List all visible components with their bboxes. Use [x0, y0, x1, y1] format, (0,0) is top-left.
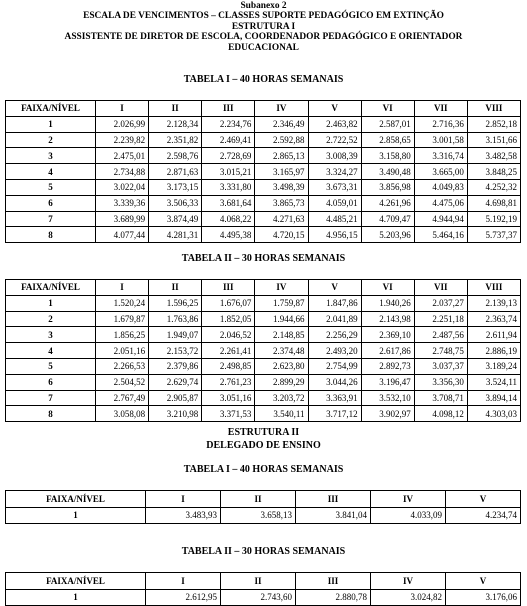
faixa-cell: 1 — [6, 507, 146, 524]
nivel-header: III — [202, 101, 255, 117]
faixa-cell: 6 — [6, 374, 96, 390]
salary-cell: 2.722,52 — [308, 132, 361, 148]
table-row — [6, 195, 521, 211]
table-row — [6, 311, 521, 327]
nivel-header: II — [149, 101, 202, 117]
salary-cell: 3.483,93 — [146, 507, 221, 524]
salary-cell: 3.008,39 — [308, 148, 361, 164]
salary-cell: 5.192,19 — [467, 211, 520, 227]
nivel-header: II — [149, 280, 202, 296]
salary-cell: 3.841,04 — [296, 507, 371, 524]
salary-cell: 2.871,63 — [149, 164, 202, 180]
salary-cell: 3.708,71 — [414, 390, 467, 406]
e1-table2 — [5, 279, 521, 422]
e2-table2 — [5, 572, 521, 606]
table-header-row — [6, 280, 521, 296]
table-row — [6, 227, 521, 243]
faixa-cell: 8 — [6, 406, 96, 422]
salary-cell: 1.596,25 — [149, 295, 202, 311]
e2-subtitle: DELEGADO DE ENSINO — [206, 440, 321, 451]
nivel-header: V — [446, 491, 521, 508]
table-row — [6, 406, 521, 422]
salary-cell: 2.498,85 — [202, 358, 255, 374]
faixa-cell: 2 — [6, 311, 96, 327]
salary-cell: 1.520,24 — [96, 295, 149, 311]
nivel-header: II — [221, 491, 296, 508]
salary-cell: 2.611,94 — [467, 327, 520, 343]
nivel-header: V — [308, 280, 361, 296]
nivel-header: VI — [361, 101, 414, 117]
nivel-header: III — [296, 491, 371, 508]
salary-cell: 2.754,99 — [308, 358, 361, 374]
salary-cell: 3.022,04 — [96, 179, 149, 195]
salary-cell: 5.464,16 — [414, 227, 467, 243]
salary-cell: 4.495,38 — [202, 227, 255, 243]
salary-cell: 3.482,58 — [467, 148, 520, 164]
faixa-cell: 6 — [6, 195, 96, 211]
faixa-cell: 5 — [6, 179, 96, 195]
salary-cell: 4.475,06 — [414, 195, 467, 211]
salary-cell: 3.058,08 — [96, 406, 149, 422]
nivel-header: VI — [361, 280, 414, 296]
salary-cell: 3.874,49 — [149, 211, 202, 227]
salary-cell: 4.271,63 — [255, 211, 308, 227]
salary-cell: 1.852,05 — [202, 311, 255, 327]
nivel-header: II — [221, 573, 296, 590]
salary-cell: 2.046,52 — [202, 327, 255, 343]
salary-cell: 2.629,74 — [149, 374, 202, 390]
salary-cell: 3.717,12 — [308, 406, 361, 422]
table-row — [6, 507, 521, 524]
salary-cell: 2.351,82 — [149, 132, 202, 148]
salary-cell: 2.623,80 — [255, 358, 308, 374]
nivel-header: III — [202, 280, 255, 296]
salary-cell: 4.709,47 — [361, 211, 414, 227]
salary-cell: 3.158,80 — [361, 148, 414, 164]
table-row — [6, 374, 521, 390]
salary-cell: 2.598,76 — [149, 148, 202, 164]
salary-cell: 3.196,47 — [361, 374, 414, 390]
salary-cell: 3.015,21 — [202, 164, 255, 180]
salary-cell: 3.902,97 — [361, 406, 414, 422]
salary-cell: 2.767,49 — [96, 390, 149, 406]
classes-line-cont: EDUCACIONAL — [228, 42, 299, 53]
nivel-header: I — [146, 573, 221, 590]
salary-cell: 2.504,52 — [96, 374, 149, 390]
salary-cell: 5.203,96 — [361, 227, 414, 243]
salary-cell: 2.716,36 — [414, 116, 467, 132]
salary-cell: 5.737,37 — [467, 227, 520, 243]
salary-cell: 3.498,39 — [255, 179, 308, 195]
salary-cell: 1.944,66 — [255, 311, 308, 327]
nivel-header: III — [296, 573, 371, 590]
salary-cell: 3.665,00 — [414, 164, 467, 180]
salary-cell: 3.331,80 — [202, 179, 255, 195]
nivel-header: IV — [371, 491, 446, 508]
table-header-row — [6, 573, 521, 590]
salary-cell: 1.940,26 — [361, 295, 414, 311]
salary-cell: 2.041,89 — [308, 311, 361, 327]
faixa-cell: 1 — [6, 295, 96, 311]
salary-cell: 2.026,99 — [96, 116, 149, 132]
table-row — [6, 327, 521, 343]
subanexo-label: Subanexo 2 — [240, 1, 287, 11]
salary-cell: 3.506,33 — [149, 195, 202, 211]
salary-cell: 3.540,11 — [255, 406, 308, 422]
salary-cell: 3.037,37 — [414, 358, 467, 374]
salary-cell: 3.524,11 — [467, 374, 520, 390]
salary-cell: 4.049,83 — [414, 179, 467, 195]
salary-cell: 3.356,30 — [414, 374, 467, 390]
faixa-nivel-header: FAIXA/NÍVEL — [6, 101, 96, 117]
salary-cell: 2.379,86 — [149, 358, 202, 374]
faixa-cell: 2 — [6, 132, 96, 148]
salary-cell: 2.487,56 — [414, 327, 467, 343]
e2-table1 — [5, 490, 521, 524]
e1-table1 — [5, 100, 521, 243]
salary-cell: 2.266,53 — [96, 358, 149, 374]
faixa-cell: 7 — [6, 211, 96, 227]
salary-cell: 4.944,94 — [414, 211, 467, 227]
document-header — [0, 1, 527, 53]
e2-table2-title: TABELA II – 30 HORAS SEMANAIS — [181, 546, 346, 557]
faixa-cell: 3 — [6, 148, 96, 164]
salary-cell: 4.059,01 — [308, 195, 361, 211]
salary-cell: 3.848,25 — [467, 164, 520, 180]
salary-cell: 2.592,88 — [255, 132, 308, 148]
salary-cell: 2.748,75 — [414, 343, 467, 359]
salary-cell: 2.734,88 — [96, 164, 149, 180]
salary-cell: 2.892,73 — [361, 358, 414, 374]
nivel-header: I — [96, 280, 149, 296]
salary-cell: 4.698,81 — [467, 195, 520, 211]
faixa-cell: 4 — [6, 164, 96, 180]
salary-cell: 3.024,82 — [371, 589, 446, 606]
nivel-header: VII — [414, 101, 467, 117]
salary-cell: 3.681,64 — [202, 195, 255, 211]
table-row — [6, 211, 521, 227]
salary-cell: 3.189,24 — [467, 358, 520, 374]
structure-title: ESTRUTURA I — [231, 21, 296, 32]
salary-cell: 2.128,34 — [149, 116, 202, 132]
salary-cell: 1.676,07 — [202, 295, 255, 311]
salary-cell: 3.490,48 — [361, 164, 414, 180]
salary-cell: 2.858,65 — [361, 132, 414, 148]
nivel-header: VIII — [467, 280, 520, 296]
salary-cell: 3.316,74 — [414, 148, 467, 164]
e2-table1-title: TABELA I – 40 HORAS SEMANAIS — [183, 464, 344, 475]
salary-cell: 4.252,32 — [467, 179, 520, 195]
salary-cell: 2.239,82 — [96, 132, 149, 148]
faixa-cell: 3 — [6, 327, 96, 343]
salary-cell: 2.139,13 — [467, 295, 520, 311]
nivel-header: IV — [255, 101, 308, 117]
salary-cell: 4.261,96 — [361, 195, 414, 211]
salary-cell: 4.068,22 — [202, 211, 255, 227]
salary-cell: 3.173,15 — [149, 179, 202, 195]
table-row — [6, 116, 521, 132]
faixa-cell: 8 — [6, 227, 96, 243]
salary-cell: 1.759,87 — [255, 295, 308, 311]
salary-cell: 3.658,13 — [221, 507, 296, 524]
salary-cell: 1.856,25 — [96, 327, 149, 343]
table-header-row — [6, 101, 521, 117]
salary-cell: 3.673,31 — [308, 179, 361, 195]
document-title: ESCALA DE VENCIMENTOS – CLASSES SUPORTE PEDAGÓGICO EM EXTINÇÃO — [83, 11, 444, 22]
salary-cell: 3.856,98 — [361, 179, 414, 195]
salary-cell: 2.743,60 — [221, 589, 296, 606]
faixa-nivel-header: FAIXA/NÍVEL — [6, 573, 146, 590]
salary-cell: 4.485,21 — [308, 211, 361, 227]
table-row — [6, 179, 521, 195]
salary-cell: 4.720,15 — [255, 227, 308, 243]
salary-cell: 2.469,41 — [202, 132, 255, 148]
salary-cell: 4.303,03 — [467, 406, 520, 422]
salary-cell: 3.210,98 — [149, 406, 202, 422]
salary-cell: 2.143,98 — [361, 311, 414, 327]
salary-cell: 3.051,16 — [202, 390, 255, 406]
salary-cell: 1.679,87 — [96, 311, 149, 327]
e1-table1-title: TABELA I – 40 HORAS SEMANAIS — [183, 74, 344, 85]
salary-cell: 3.151,66 — [467, 132, 520, 148]
salary-cell: 2.761,23 — [202, 374, 255, 390]
salary-cell: 2.374,48 — [255, 343, 308, 359]
salary-cell: 3.324,27 — [308, 164, 361, 180]
salary-cell: 4.234,74 — [446, 507, 521, 524]
e1-table2-title: TABELA II – 30 HORAS SEMANAIS — [181, 253, 346, 264]
salary-cell: 3.339,36 — [96, 195, 149, 211]
salary-cell: 2.148,85 — [255, 327, 308, 343]
table-row — [6, 295, 521, 311]
table-row — [6, 164, 521, 180]
salary-cell: 2.251,18 — [414, 311, 467, 327]
faixa-cell: 1 — [6, 589, 146, 606]
salary-cell: 2.261,41 — [202, 343, 255, 359]
salary-cell: 3.001,58 — [414, 132, 467, 148]
salary-cell: 2.153,72 — [149, 343, 202, 359]
salary-cell: 3.176,06 — [446, 589, 521, 606]
nivel-header: I — [96, 101, 149, 117]
salary-cell: 2.587,01 — [361, 116, 414, 132]
salary-cell: 2.475,01 — [96, 148, 149, 164]
salary-cell: 2.256,29 — [308, 327, 361, 343]
classes-line: ASSISTENTE DE DIRETOR DE ESCOLA, COORDENADOR PEDAGÓGICO E ORIENTADOR — [64, 32, 463, 43]
nivel-header: VIII — [467, 101, 520, 117]
salary-cell: 3.165,97 — [255, 164, 308, 180]
table-header-row — [6, 491, 521, 508]
salary-cell: 4.956,15 — [308, 227, 361, 243]
salary-cell: 2.852,18 — [467, 116, 520, 132]
table-row — [6, 358, 521, 374]
salary-cell: 2.905,87 — [149, 390, 202, 406]
salary-cell: 4.281,31 — [149, 227, 202, 243]
salary-cell: 2.051,16 — [96, 343, 149, 359]
salary-cell: 2.728,69 — [202, 148, 255, 164]
salary-cell: 2.037,27 — [414, 295, 467, 311]
nivel-header: I — [146, 491, 221, 508]
salary-cell: 3.363,91 — [308, 390, 361, 406]
salary-cell: 3.203,72 — [255, 390, 308, 406]
salary-cell: 2.493,20 — [308, 343, 361, 359]
faixa-cell: 5 — [6, 358, 96, 374]
salary-cell: 2.880,78 — [296, 589, 371, 606]
faixa-cell: 4 — [6, 343, 96, 359]
salary-cell: 4.098,12 — [414, 406, 467, 422]
salary-cell: 2.612,95 — [146, 589, 221, 606]
salary-cell: 2.346,49 — [255, 116, 308, 132]
salary-cell: 4.033,09 — [371, 507, 446, 524]
nivel-header: IV — [371, 573, 446, 590]
salary-cell: 3.689,99 — [96, 211, 149, 227]
salary-cell: 3.865,73 — [255, 195, 308, 211]
salary-cell: 3.044,26 — [308, 374, 361, 390]
nivel-header: IV — [255, 280, 308, 296]
faixa-cell: 7 — [6, 390, 96, 406]
table-row — [6, 148, 521, 164]
salary-cell: 3.371,53 — [202, 406, 255, 422]
salary-cell: 3.894,14 — [467, 390, 520, 406]
faixa-nivel-header: FAIXA/NÍVEL — [6, 280, 96, 296]
salary-cell: 2.865,13 — [255, 148, 308, 164]
faixa-nivel-header: FAIXA/NÍVEL — [6, 491, 146, 508]
salary-cell: 1.847,86 — [308, 295, 361, 311]
e2-title: ESTRUTURA II — [227, 427, 300, 438]
salary-cell: 2.463,82 — [308, 116, 361, 132]
salary-cell: 2.899,29 — [255, 374, 308, 390]
salary-cell: 1.763,86 — [149, 311, 202, 327]
salary-cell: 4.077,44 — [96, 227, 149, 243]
salary-cell: 2.363,74 — [467, 311, 520, 327]
table-row — [6, 132, 521, 148]
nivel-header: VII — [414, 280, 467, 296]
table-row — [6, 390, 521, 406]
salary-cell: 2.234,76 — [202, 116, 255, 132]
salary-cell: 2.369,10 — [361, 327, 414, 343]
nivel-header: V — [308, 101, 361, 117]
salary-cell: 2.886,19 — [467, 343, 520, 359]
faixa-cell: 1 — [6, 116, 96, 132]
salary-cell: 1.949,07 — [149, 327, 202, 343]
table-row — [6, 343, 521, 359]
salary-cell: 3.532,10 — [361, 390, 414, 406]
table-row — [6, 589, 521, 606]
nivel-header: V — [446, 573, 521, 590]
salary-cell: 2.617,86 — [361, 343, 414, 359]
